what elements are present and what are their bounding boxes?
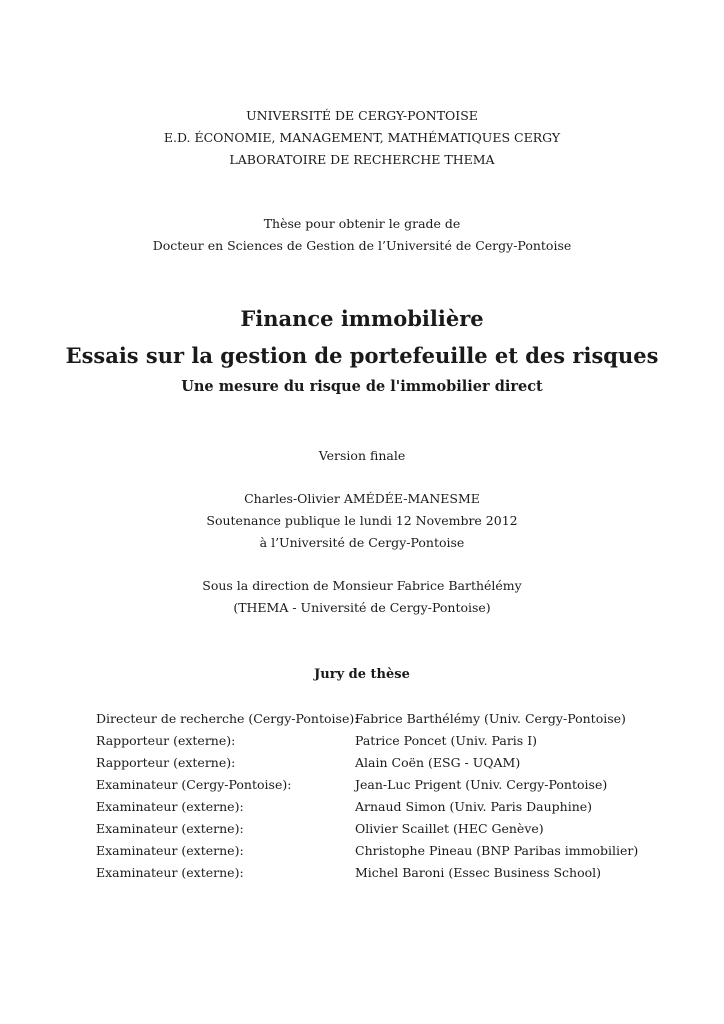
jury-member: Michel Baroni (Essec Business School) bbox=[355, 865, 602, 880]
jury-row bbox=[96, 755, 656, 777]
jury-row bbox=[96, 733, 656, 755]
jury-role: Rapporteur (externe): bbox=[96, 733, 236, 748]
jury-heading: Jury de thèse bbox=[314, 667, 410, 682]
jury-row bbox=[96, 777, 656, 799]
jury-member: Olivier Scaillet (HEC Genève) bbox=[355, 821, 544, 836]
jury-role: Rapporteur (externe): bbox=[96, 755, 236, 770]
thesis-title-line-2: Essais sur la gestion de portefeuille et des risques bbox=[65, 343, 659, 368]
jury-member: Christophe Pineau (BNP Paribas immobilier) bbox=[355, 843, 639, 858]
jury-row bbox=[96, 843, 656, 865]
thesis-title: Finance immobilière bbox=[240, 306, 484, 331]
jury-role: Examinateur (externe): bbox=[96, 799, 244, 814]
jury-role: Examinateur (Cergy-Pontoise): bbox=[96, 777, 292, 792]
doctoral-school: E.D. ÉCONOMIE, MANAGEMENT, MATHÉMATIQUES CERGY bbox=[163, 130, 561, 145]
jury-role: Directeur de recherche (Cergy-Pontoise): bbox=[96, 711, 359, 726]
jury-table bbox=[96, 711, 656, 887]
jury-member: Alain Coën (ESG - UQAM) bbox=[355, 755, 521, 770]
jury-member: Jean-Luc Prigent (Univ. Cergy-Pontoise) bbox=[355, 777, 608, 792]
supervisor-affiliation: (THEMA - Université de Cergy-Pontoise) bbox=[233, 600, 491, 615]
jury-member: Patrice Poncet (Univ. Paris I) bbox=[355, 733, 538, 748]
defense-date: Soutenance publique le lundi 12 Novembre 2012 bbox=[206, 513, 518, 528]
version-label: Version finale bbox=[318, 448, 406, 463]
supervisor: Sous la direction de Monsieur Fabrice Barthélémy bbox=[202, 578, 522, 593]
defense-place: à l’Université de Cergy-Pontoise bbox=[259, 535, 465, 550]
author-name: Charles-Olivier AMÉDÉE-MANESME bbox=[244, 491, 480, 506]
thesis-subtitle: Une mesure du risque de l'immobilier direct bbox=[181, 378, 543, 395]
jury-role: Examinateur (externe): bbox=[96, 843, 244, 858]
jury-row bbox=[96, 821, 656, 843]
university-name: UNIVERSITÉ DE CERGY-PONTOISE bbox=[246, 108, 478, 123]
jury-role: Examinateur (externe): bbox=[96, 821, 244, 836]
degree-line-1: Thèse pour obtenir le grade de bbox=[263, 216, 461, 231]
jury-member: Fabrice Barthélémy (Univ. Cergy-Pontoise) bbox=[355, 711, 626, 726]
degree-line-2: Docteur en Sciences de Gestion de l’Université de Cergy-Pontoise bbox=[152, 238, 572, 253]
jury-row bbox=[96, 799, 656, 821]
jury-member: Arnaud Simon (Univ. Paris Dauphine) bbox=[355, 799, 593, 814]
jury-role: Examinateur (externe): bbox=[96, 865, 244, 880]
jury-row bbox=[96, 711, 656, 733]
jury-row bbox=[96, 865, 656, 887]
laboratory: LABORATOIRE DE RECHERCHE THEMA bbox=[229, 152, 495, 167]
